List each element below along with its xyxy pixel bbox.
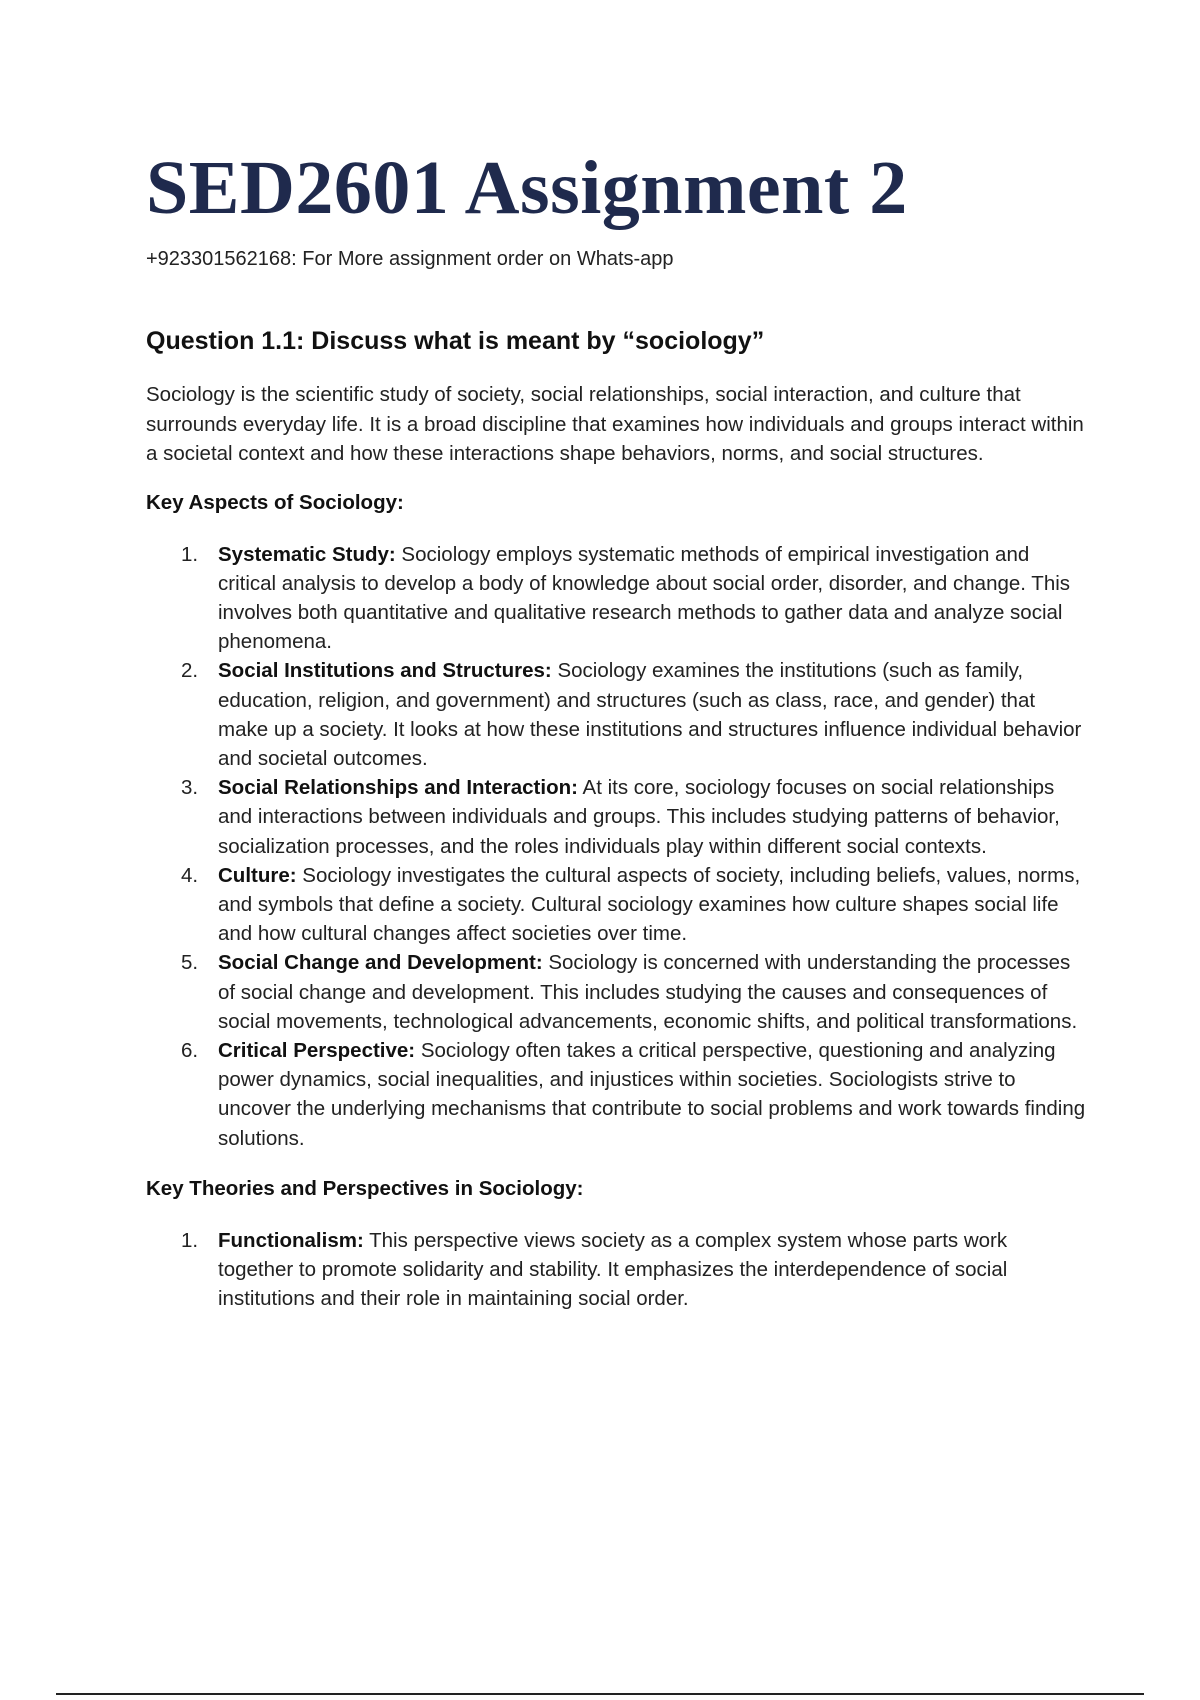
key-theories-heading: Key Theories and Perspectives in Sociology: [146, 1176, 584, 1200]
list-item-text: Sociology investigates the cultural aspects of society, including beliefs, values, norms, and symbols that define a society. Cultural sociology examines how culture shapes social life and how cultural changes affect societies over time. [218, 863, 1081, 946]
list-item-term: Culture: [218, 863, 297, 887]
list-item-text: This perspective views society as a complex system whose parts work together to promote solidarity and stability. It emphasizes the interdependence of social institutions and their role in maintaining social order. [218, 1228, 1008, 1311]
list-item-term: Social Institutions and Structures: [218, 659, 552, 683]
page-bottom-divider [56, 1693, 1144, 1695]
list-item-text: Sociology examines the institutions (such as family, education, religion, and government) and structures (such as class, race, and gender) that make up a society. It looks at how these institutions and structures influence individual behavior and societal outcomes. [218, 659, 1082, 770]
list-item [146, 1036, 1086, 1153]
list-item-number: 1. [181, 542, 199, 566]
list-item-number: 2. [181, 659, 199, 683]
intro-paragraph: Sociology is the scientific study of society, social relationships, social interaction, and culture that surrounds everyday life. It is a broad discipline that examines how individuals and groups interact within a societal context and how these interactions shape behaviors, norms, and social structures. [146, 383, 1084, 465]
key-theories-list [146, 1226, 1086, 1314]
list-item [146, 948, 1086, 1036]
document-title: SED2601 Assignment 2 [146, 146, 908, 230]
list-item [146, 656, 1086, 773]
question-heading: Question 1.1: Discuss what is meant by “sociology” [146, 327, 765, 355]
list-item [146, 773, 1086, 861]
list-item [146, 1226, 1086, 1314]
key-aspects-heading: Key Aspects of Sociology: [146, 490, 404, 514]
document-page [146, 146, 1086, 1313]
list-item-term: Functionalism: [218, 1228, 364, 1252]
list-item-number: 6. [181, 1038, 199, 1062]
list-item-number: 4. [181, 863, 199, 887]
list-item [146, 540, 1086, 657]
list-item-term: Social Change and Development: [218, 951, 543, 975]
list-item-term: Systematic Study: [218, 542, 396, 566]
list-item-term: Social Relationships and Interaction: [218, 776, 578, 800]
list-item-text: Sociology is concerned with understanding the processes of social change and development. This includes studying the causes and consequences of social movements, technological advancements, economic shifts, and political transformations. [218, 951, 1078, 1033]
list-item-term: Critical Perspective: [218, 1038, 416, 1062]
list-item [146, 861, 1086, 949]
list-item-number: 5. [181, 951, 199, 975]
list-item-text: Sociology employs systematic methods of empirical investigation and critical analysis to develop a body of knowledge about social order, disorder, and change. This involves both quantitative and qualitative research methods to gather data and analyze social phenomena. [218, 542, 1071, 654]
list-item-text: At its core, sociology focuses on social relationships and interactions between individuals and groups. This includes studying patterns of behavior, socialization processes, and the roles individuals play within different social contexts. [218, 776, 1060, 858]
list-item-number: 3. [181, 776, 199, 800]
list-item-number: 1. [181, 1228, 199, 1252]
contact-subtitle: +923301562168: For More assignment order on Whats-app [146, 248, 674, 270]
list-item-text: Sociology often takes a critical perspective, questioning and analyzing power dynamics, social inequalities, and injustices within societies. Sociologists strive to uncover the underlying mechanisms that contribute to social problems and work towards finding solutions. [218, 1038, 1086, 1150]
key-aspects-list [146, 540, 1086, 1153]
